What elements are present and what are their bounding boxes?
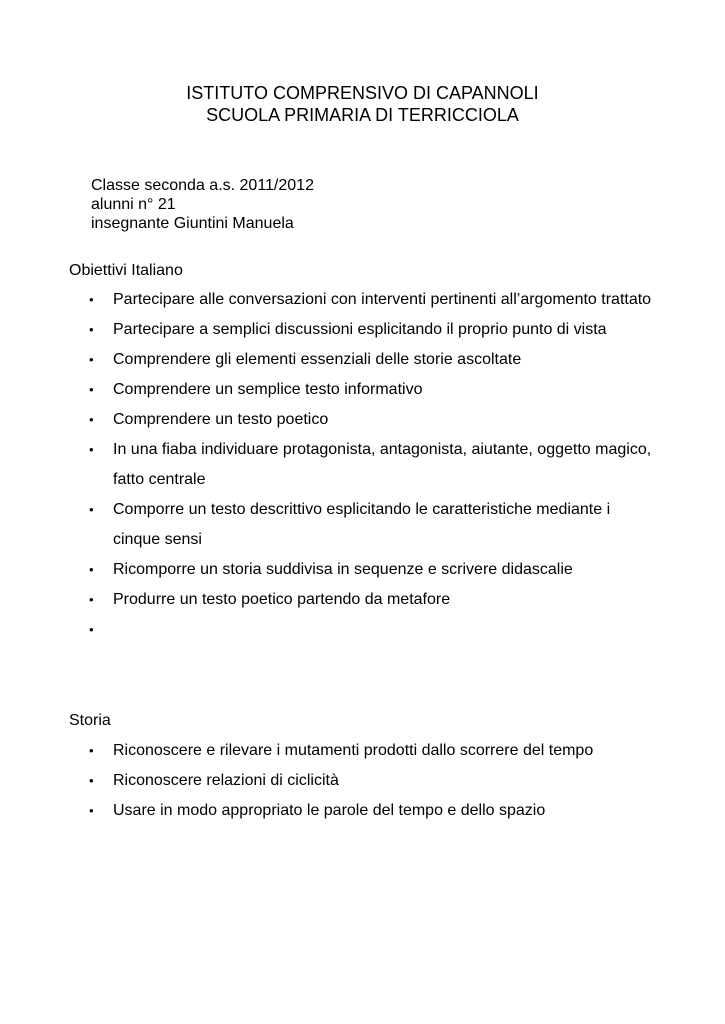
class-year: Classe seconda a.s. 2011/2012 (91, 177, 314, 194)
list-item-text: Partecipare alle conversazioni con interventi pertinenti all’argomento trattato (113, 291, 652, 308)
storia-heading: Storia (69, 712, 111, 729)
bullet-icon: • (89, 562, 94, 577)
list-item (88, 766, 658, 796)
list-item-text: Riconoscere e rilevare i mutamenti prodotti dallo scorrere del tempo (113, 742, 594, 759)
list-item-text: In una fiaba individuare protagonista, antagonista, aiutante, oggetto magico, fatto centrale (113, 441, 652, 488)
bullet-icon: • (89, 292, 94, 307)
bullet-icon: • (89, 773, 94, 788)
list-item (88, 405, 658, 435)
list-item-text: Usare in modo appropriato le parole del tempo e dello spazio (113, 802, 546, 819)
list-item-text: Comprendere un semplice testo informativo (113, 381, 423, 398)
teacher-name: insegnante Giuntini Manuela (91, 215, 294, 232)
italiano-objectives-list (88, 285, 658, 645)
list-item-text: Partecipare a semplici discussioni esplicitando il proprio punto di vista (113, 321, 607, 338)
list-item (88, 375, 658, 405)
list-item-text: Riconoscere relazioni di ciclicità (113, 772, 339, 789)
school-branch: SCUOLA PRIMARIA DI TERRICCIOLA (206, 105, 519, 125)
list-item (88, 796, 658, 826)
list-item (88, 285, 658, 315)
list-item (88, 555, 658, 585)
list-item (88, 495, 658, 555)
bullet-icon: • (89, 743, 94, 758)
list-item (88, 736, 658, 766)
list-item-text: Comprendere un testo poetico (113, 411, 329, 428)
storia-objectives-list (88, 736, 658, 826)
bullet-icon: • (89, 442, 94, 457)
list-item-text: Comprendere gli elementi essenziali delle storie ascoltate (113, 351, 522, 368)
class-info (91, 176, 314, 233)
bullet-icon: • (89, 803, 94, 818)
list-item-text: Produrre un testo poetico partendo da metafore (113, 591, 451, 608)
list-item (88, 435, 658, 495)
list-item-text (113, 621, 117, 638)
student-count: alunni n° 21 (91, 196, 176, 213)
list-item (88, 585, 658, 615)
bullet-icon: • (89, 382, 94, 397)
bullet-icon: • (89, 622, 94, 637)
school-name: ISTITUTO COMPRENSIVO DI CAPANNOLI (186, 83, 539, 103)
bullet-icon: • (89, 412, 94, 427)
list-item-empty (88, 615, 658, 645)
list-item (88, 315, 658, 345)
list-item-text: Comporre un testo descrittivo esplicitando le caratteristiche mediante i cinque sensi (113, 501, 611, 548)
document-title (0, 82, 725, 126)
bullet-icon: • (89, 592, 94, 607)
list-item (88, 345, 658, 375)
italiano-heading: Obiettivi Italiano (69, 262, 183, 279)
bullet-icon: • (89, 352, 94, 367)
list-item-text: Ricomporre un storia suddivisa in sequenze e scrivere didascalie (113, 561, 573, 578)
bullet-icon: • (89, 502, 94, 517)
bullet-icon: • (89, 322, 94, 337)
